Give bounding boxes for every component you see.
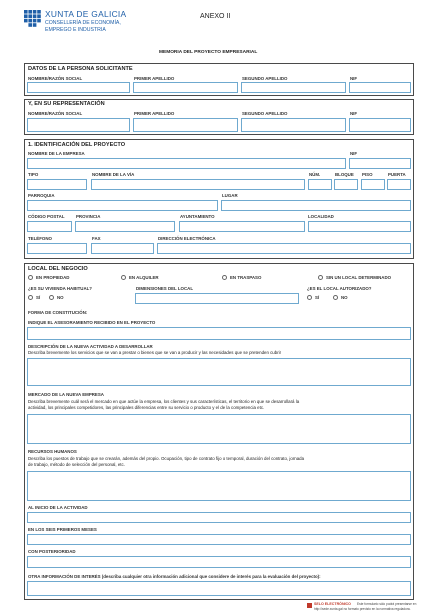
representacion-title: Y, EN SU REPRESENTACIÓN <box>28 101 105 107</box>
cp-field[interactable] <box>27 221 72 232</box>
email-field[interactable] <box>157 243 411 254</box>
sello-electronico-icon <box>307 603 312 608</box>
footer-note-2: http://sede.xunta.gal no formato previsto en la normativa reguladora. <box>314 607 411 611</box>
vivienda-question: ¿ES SU VIVIENDA HABITUAL? <box>28 286 92 291</box>
sello-electronico-label: SELO ELECTRÓNICO <box>314 602 351 606</box>
posterioridad-field[interactable] <box>27 556 411 568</box>
asesoramiento-label: INDIQUE EL ASESORAMIENTO RECIBIDO EN EL PROYECTO <box>28 320 156 325</box>
autorizado-no-label: NO <box>341 295 348 300</box>
telefono-field[interactable] <box>27 243 87 254</box>
solicitante-nombre-label: NOMBRE/RAZÓN SOCIAL <box>28 76 83 81</box>
traspaso-label: EN TRASPASO <box>230 275 262 280</box>
representacion-segundo-field[interactable] <box>241 118 346 132</box>
org-name: XUNTA DE GALICIA <box>45 9 127 19</box>
representacion-primer-field[interactable] <box>133 118 238 132</box>
dimensiones-field[interactable] <box>135 293 299 304</box>
nombre-empresa-label: NOMBRE DE LA EMPRESA <box>28 151 85 156</box>
solicitante-segundo-label: SEGUNDO APELLIDO <box>242 76 288 81</box>
representacion-nif-field[interactable] <box>349 118 411 132</box>
solicitante-segundo-field[interactable] <box>241 82 346 93</box>
actividad-description: Describa brevemente los servicios que se van a prestar o bienes que se van a producir y las necesidades que se pretenden cubrir <box>28 350 282 355</box>
asesoramiento-field[interactable] <box>27 327 411 340</box>
inicio-field[interactable] <box>27 512 411 523</box>
representacion-nombre-field[interactable] <box>27 118 130 132</box>
local-title: LOCAL DEL NEGOCIO <box>28 266 88 272</box>
bloque-field[interactable] <box>334 179 358 190</box>
mercado-field[interactable] <box>27 414 411 444</box>
vivienda-si-label: SÍ <box>36 295 41 300</box>
alquiler-label: EN ALQUILER <box>129 275 159 280</box>
autorizado-question: ¿ES EL LOCAL AUTORIZADO? <box>307 286 372 291</box>
cp-label: CÓDIGO POSTAL <box>28 214 65 219</box>
email-label: DIRECCIÓN ELECTRÓNICA <box>158 236 216 241</box>
identificacion-section <box>24 139 414 259</box>
xunta-logo-icon <box>24 10 41 27</box>
localidad-field[interactable] <box>308 221 411 232</box>
piso-label: PISO <box>362 172 373 177</box>
mercado-description-2: actividad, los principales competidores, las principales diferencias entre su servicio o producto y el de la competencia etc. <box>28 405 265 410</box>
autorizado-si-label: SÍ <box>315 295 320 300</box>
empresa-nif-field[interactable] <box>349 158 411 169</box>
autorizado-no-radio[interactable] <box>333 295 338 300</box>
tipo-label: TIPO <box>28 172 39 177</box>
dept-line-1: CONSELLERÍA DE ECONOMÍA, <box>45 20 121 26</box>
num-field[interactable] <box>308 179 332 190</box>
puerta-label: PUERTA <box>388 172 406 177</box>
dimensiones-label: DIMENSIONES DEL LOCAL <box>136 286 194 291</box>
forma-constitucion-label: FORMA DE CONSTITUCIÓN: <box>28 310 88 315</box>
telefono-label: TELÉFONO <box>28 236 52 241</box>
solicitante-primer-field[interactable] <box>133 82 238 93</box>
empresa-nif-label: NIF <box>350 151 358 156</box>
seis-meses-label: EN LOS SEIS PRIMEROS MESES <box>28 527 97 532</box>
propiedad-label: EN PROPIEDAD <box>36 275 70 280</box>
representacion-segundo-label: SEGUNDO APELLIDO <box>242 111 288 116</box>
autorizado-si-radio[interactable] <box>307 295 312 300</box>
nombre-via-field[interactable] <box>91 179 305 190</box>
seis-meses-field[interactable] <box>27 534 411 545</box>
nombre-via-label: NOMBRE DE LA VÍA <box>92 172 135 177</box>
posterioridad-label: CON POSTERIORIDAD <box>28 549 76 554</box>
rrhh-description-2: de trabajo, método de selección del personal, etc. <box>28 462 125 467</box>
lugar-label: LUGAR <box>222 193 238 198</box>
dept-line-2: EMPREGO E INDUSTRIA <box>45 27 106 33</box>
lugar-field[interactable] <box>221 200 411 211</box>
nombre-empresa-field[interactable] <box>27 158 346 169</box>
mercado-title: MERCADO DE LA NUEVA EMPRESA <box>28 392 104 397</box>
sin-local-label: SIN UN LOCAL DETERMINADO <box>326 275 392 280</box>
solicitante-nif-label: NIF <box>350 76 358 81</box>
rrhh-description-1: Describa los puestos de trabajo que se crearán, además del propio. Ocupación, tipo de contrato fijo o temporal, duración del contrato, jornada <box>28 456 305 461</box>
actividad-field[interactable] <box>27 358 411 386</box>
puerta-field[interactable] <box>387 179 411 190</box>
annex-label: ANEXO II <box>200 13 231 20</box>
num-label: NÚM. <box>309 172 321 177</box>
document-title: MEMORIA DEL PROYECTO EMPRESARIAL <box>159 50 258 55</box>
parroquia-field[interactable] <box>27 200 218 211</box>
ayuntamiento-label: AYUNTAMIENTO <box>180 214 215 219</box>
alquiler-radio[interactable] <box>121 275 126 280</box>
solicitante-nombre-field[interactable] <box>27 82 130 93</box>
ayuntamiento-field[interactable] <box>179 221 305 232</box>
solicitante-title: DATOS DE LA PERSONA SOLICITANTE <box>28 66 133 72</box>
sin-local-radio[interactable] <box>318 275 323 280</box>
identificacion-title: 1. IDENTIFICACIÓN DEL PROYECTO <box>28 142 126 148</box>
vivienda-no-radio[interactable] <box>49 295 54 300</box>
vivienda-no-label: NO <box>57 295 64 300</box>
solicitante-nif-field[interactable] <box>349 82 411 93</box>
solicitante-primer-label: PRIMER APELLIDO <box>134 76 175 81</box>
fax-field[interactable] <box>91 243 154 254</box>
provincia-field[interactable] <box>75 221 175 232</box>
otra-info-label: OTRA INFORMACIÓN DE INTERÉS (describa cualquier otra información adicional que considere de interés para la evaluación del proyecto): <box>28 574 321 579</box>
rrhh-title: RECURSOS HUMANOS <box>28 449 77 454</box>
parroquia-label: PARROQUIA <box>28 193 55 198</box>
vivienda-si-radio[interactable] <box>28 295 33 300</box>
representacion-primer-label: PRIMER APELLIDO <box>134 111 175 116</box>
tipo-field[interactable] <box>27 179 87 190</box>
bloque-label: BLOQUE <box>335 172 354 177</box>
localidad-label: LOCALIDAD <box>308 214 334 219</box>
traspaso-radio[interactable] <box>222 275 227 280</box>
fax-label: FAX <box>92 236 101 241</box>
footer-note-1: Este formulario sólo podrá presentarse en <box>357 602 417 606</box>
otra-info-field[interactable] <box>27 581 411 596</box>
actividad-title: DESCRIPCIÓN DE LA NUEVA ACTIVIDAD A DESARROLLAR <box>28 344 153 349</box>
mercado-description-1: Describa brevemente cuál será el mercado en que actúe la empresa, los clientes y sus características, el territorio en que se desarrollará la <box>28 399 300 404</box>
provincia-label: PROVINCIA <box>76 214 101 219</box>
inicio-label: AL INICIO DE LA ACTIVIDAD <box>28 505 88 510</box>
representacion-nif-label: NIF <box>350 111 358 116</box>
representacion-nombre-label: NOMBRE/RAZÓN SOCIAL <box>28 111 83 116</box>
rrhh-field[interactable] <box>27 471 411 501</box>
propiedad-radio[interactable] <box>28 275 33 280</box>
piso-field[interactable] <box>361 179 385 190</box>
